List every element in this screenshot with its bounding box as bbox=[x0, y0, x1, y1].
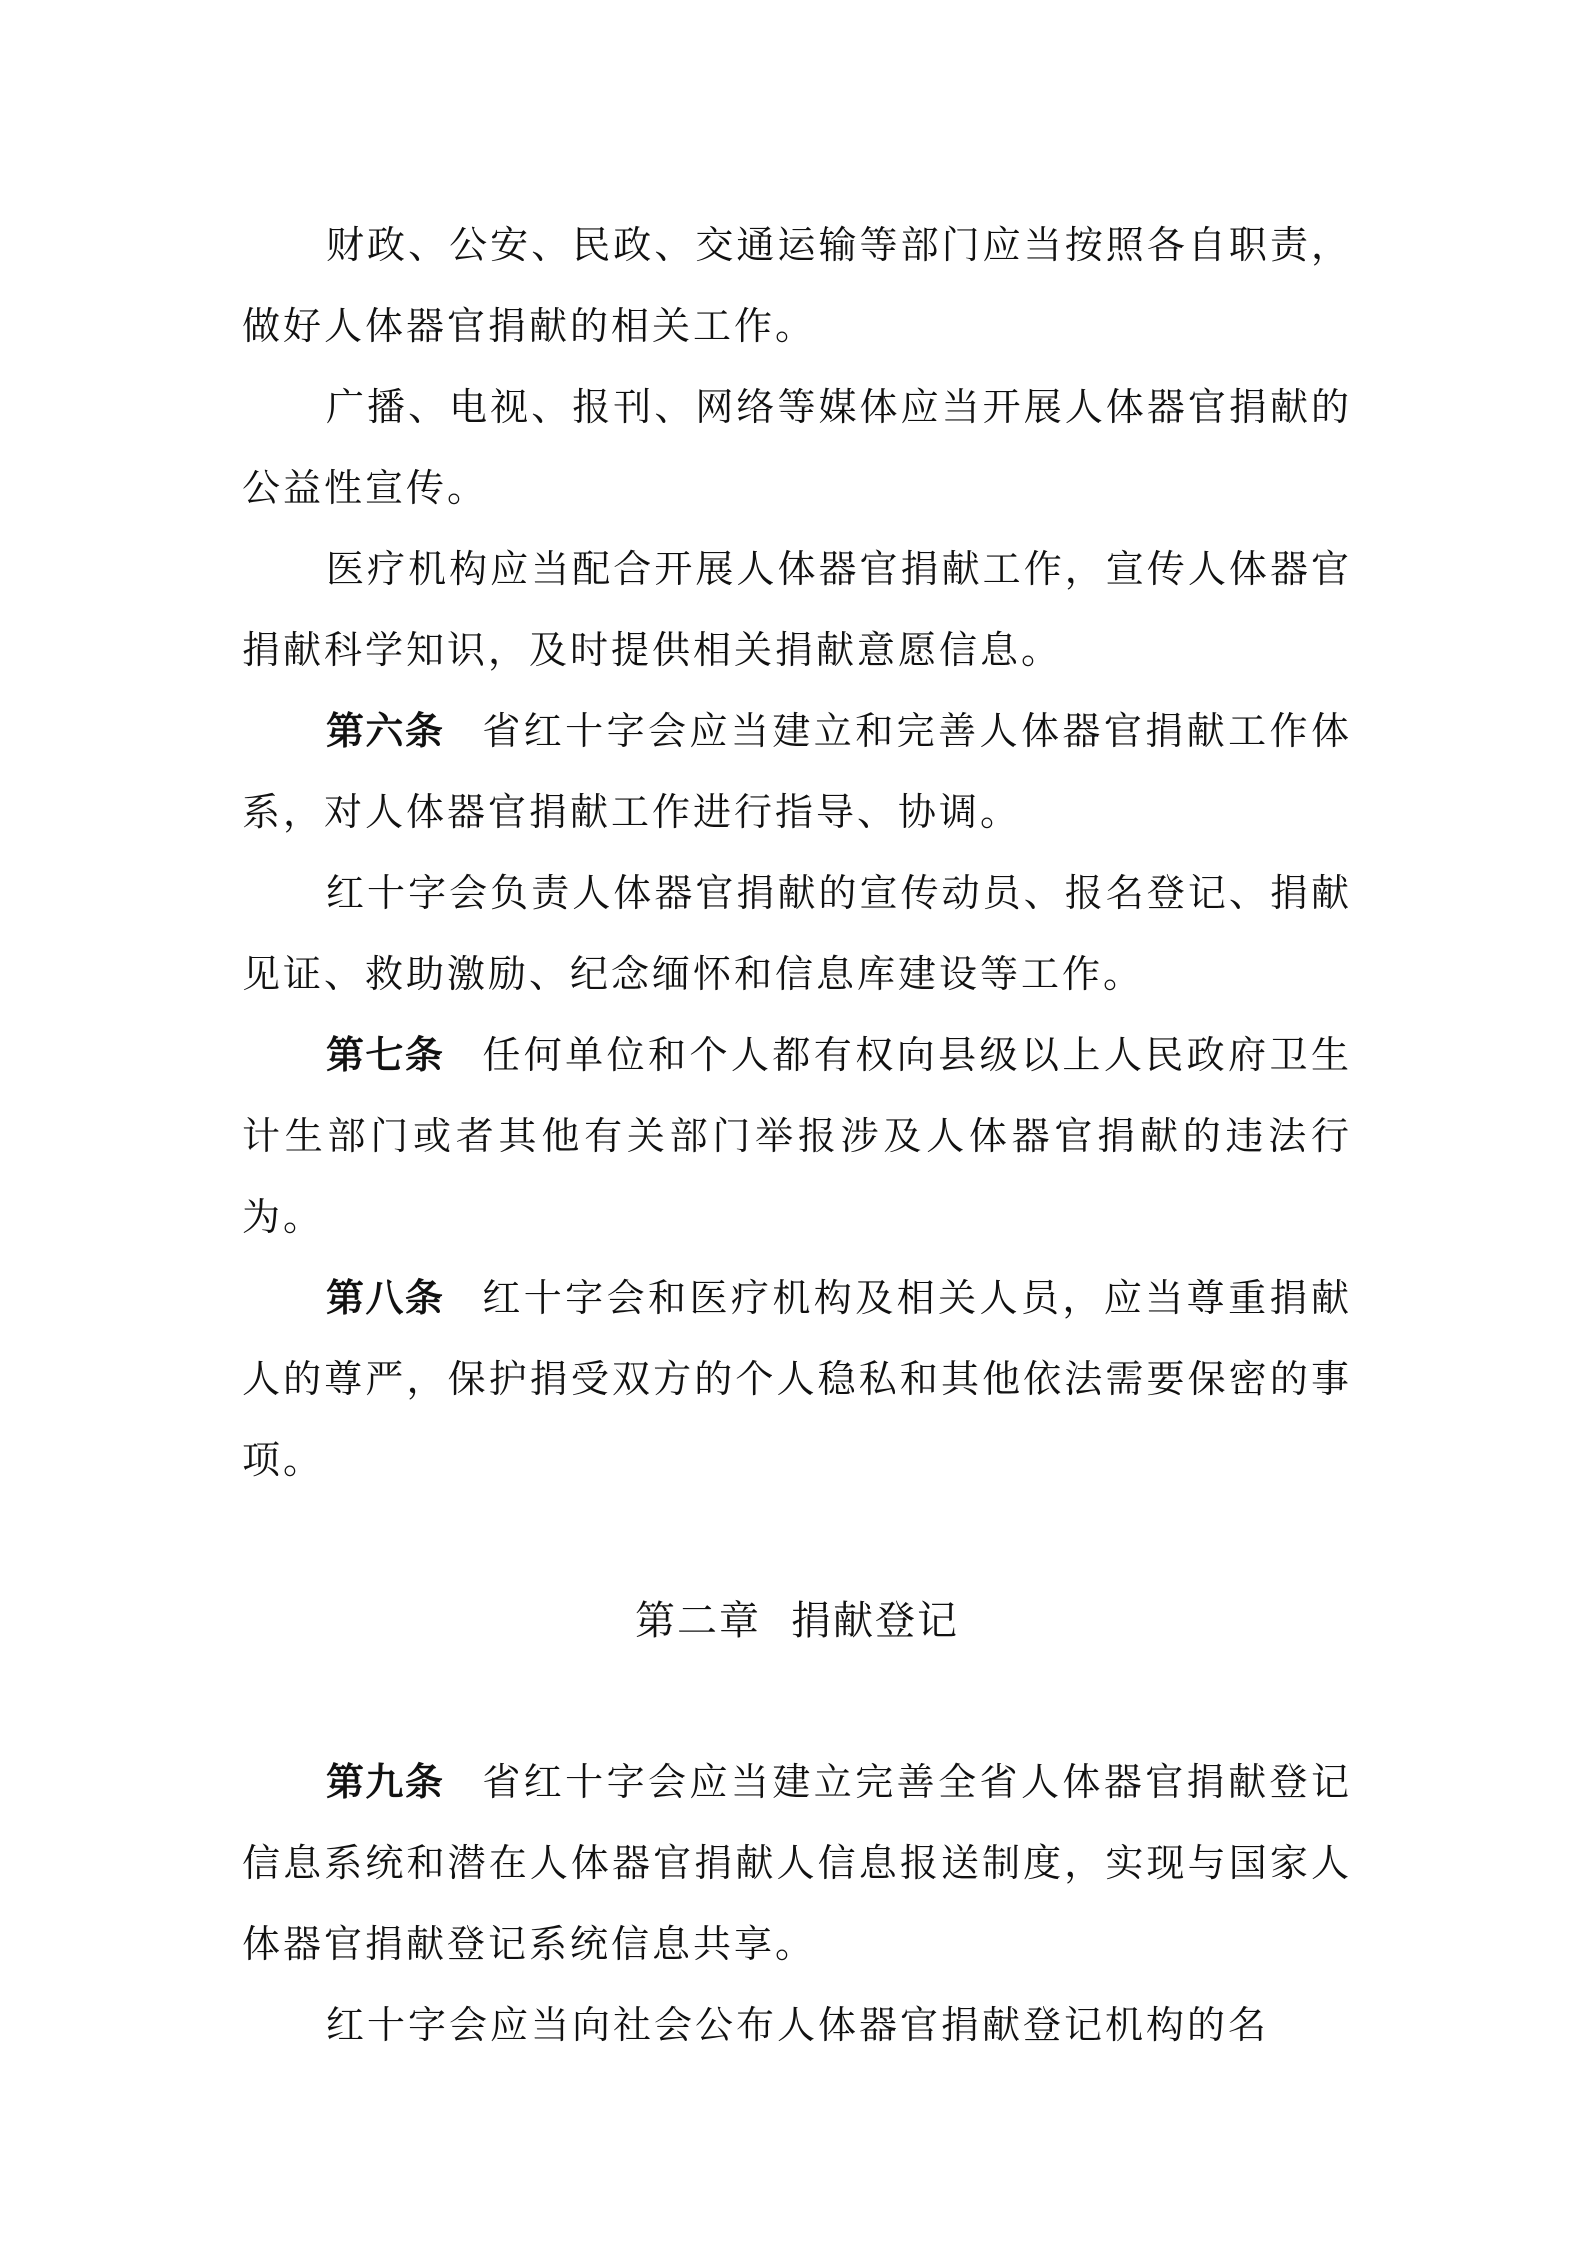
article-text: 省红十字会应当建立和完善人体器官捐献工作体系，对人体器官捐献工作进行指导、协调。 bbox=[242, 709, 1352, 834]
article-text: 省红十字会应当建立完善全省人体器官捐献登记信息系统和潜在人体器官捐献人信息报送制度，实现与国家人体器官捐献登记系统信息共享。 bbox=[242, 1760, 1352, 1966]
paragraph-text: 红十字会负责人体器官捐献的宣传动员、报名登记、捐献见证、救助激励、纪念缅怀和信息库建设等工作。 bbox=[242, 871, 1352, 996]
paragraph-registration-agencies bbox=[242, 1985, 1352, 2066]
paragraph-red-cross-duties bbox=[242, 853, 1352, 1015]
article-number: 第六条 bbox=[326, 709, 445, 753]
paragraph-media bbox=[242, 367, 1352, 529]
paragraph-finance-police bbox=[242, 205, 1352, 367]
article-number: 第七条 bbox=[326, 1033, 445, 1077]
paragraph-text: 医疗机构应当配合开展人体器官捐献工作，宣传人体器官捐献科学知识，及时提供相关捐献意愿信息。 bbox=[242, 547, 1352, 672]
paragraph-text: 财政、公安、民政、交通运输等部门应当按照各自职责，做好人体器官捐献的相关工作。 bbox=[242, 223, 1352, 348]
article-6 bbox=[242, 691, 1352, 853]
paragraph-text: 红十字会应当向社会公布人体器官捐献登记机构的名 bbox=[326, 2003, 1270, 2047]
article-8 bbox=[242, 1258, 1352, 1501]
paragraph-text: 广播、电视、报刊、网络等媒体应当开展人体器官捐献的公益性宣传。 bbox=[242, 385, 1352, 510]
chapter-number: 第二章 bbox=[635, 1598, 761, 1644]
paragraph-medical-institutions bbox=[242, 529, 1352, 691]
article-7 bbox=[242, 1015, 1352, 1258]
article-text: 红十字会和医疗机构及相关人员，应当尊重捐献人的尊严，保护捐受双方的个人稳私和其他依法需要保密的事项。 bbox=[242, 1276, 1352, 1482]
article-number: 第九条 bbox=[326, 1760, 445, 1804]
article-number: 第八条 bbox=[326, 1276, 445, 1320]
article-text: 任何单位和个人都有权向县级以上人民政府卫生计生部门或者其他有关部门举报涉及人体器官捐献的违法行为。 bbox=[242, 1033, 1352, 1239]
document-body bbox=[242, 205, 1352, 2066]
chapter-heading bbox=[242, 1581, 1352, 1662]
chapter-title: 捐献登记 bbox=[791, 1598, 959, 1644]
article-9 bbox=[242, 1742, 1352, 1985]
